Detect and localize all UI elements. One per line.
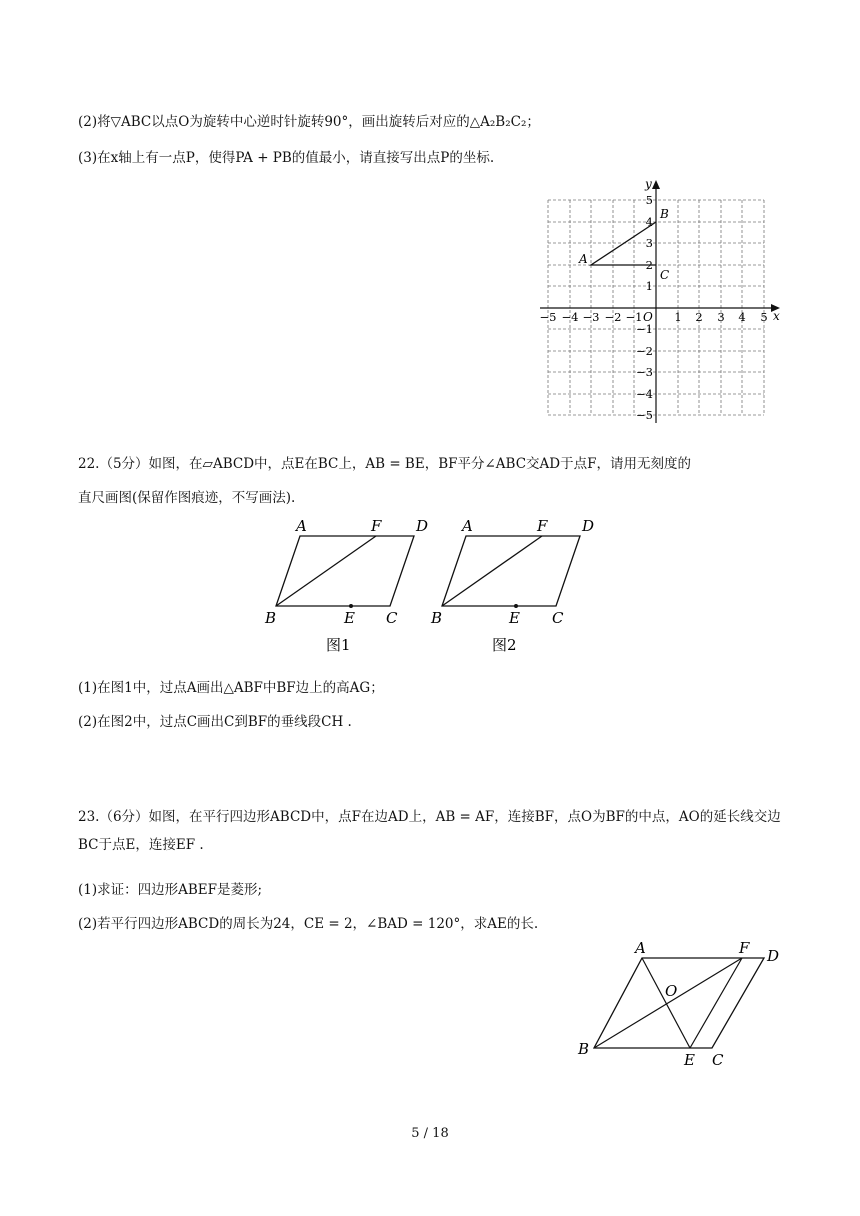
x-tick-label: 3 [717,310,725,324]
point-c-label: C [660,268,670,282]
q22-text-line1: 22.（5分）如图，在▱ABCD中，点E在BC上，AB = BE，BF平分∠ABC交AD于点F，请用无刻度的 [78,456,691,472]
origin-label: O [643,310,653,324]
segment-bf [442,536,542,606]
label-c: C [386,609,398,627]
point-e [514,604,518,608]
coordinate-grid-figure [530,175,790,425]
label-a: A [462,517,473,535]
y-tick-label: 2 [645,258,653,272]
segment-ae [642,958,690,1048]
x-tick-label: 5 [760,310,768,324]
y-tick-label: −2 [636,344,653,358]
label-e: E [509,609,520,627]
point-e [349,604,353,608]
q23-part1: (1)求证：四边形ABEF是菱形; [78,882,263,898]
label-e: E [684,1051,695,1069]
label-f: F [739,939,750,957]
y-tick-label: 5 [645,193,653,207]
y-axis-arrow [652,180,660,189]
label-d: D [416,517,429,535]
y-tick-label: 4 [645,215,653,229]
label-b: B [265,609,277,627]
segment-ef [690,958,742,1048]
q23-part2: (2)若平行四边形ABCD的周长为24，CE = 2，∠BAD = 120°，求AE的长. [78,916,539,932]
q22-part2: (2)在图2中，过点C画出C到BF的垂线段CH . [78,714,352,730]
y-tick-label: −1 [636,322,653,336]
label-a: A [635,939,646,957]
label-d: D [767,947,780,965]
y-tick-label: −5 [636,408,653,422]
segment-bf [276,536,376,606]
x-tick-label: 4 [738,310,746,324]
label-c: C [712,1051,724,1069]
x-tick-label: −3 [582,310,600,324]
x-tick-label: 1 [674,310,682,324]
point-b-label: B [660,207,669,221]
y-axis-label: y [645,177,652,191]
parallelogram-abcd [594,958,764,1048]
y-tick-label: −3 [636,365,653,379]
parallelogram-abcd [442,536,580,606]
q23-text: 23.（6分）如图，在平行四边形ABCD中，点F在边AD上，AB = AF，连接BF，点O为BF的中点，AO的延长线交边BC于点E，连接EF . [78,809,781,853]
q22-figure-1 [262,514,432,656]
parallelogram-abcd [276,536,414,606]
label-e: E [344,609,355,627]
q22-part1: (1)在图1中，过点A画出△ABF中BF边上的高AG； [78,680,384,696]
figure-1-caption: 图1 [326,636,351,654]
q23-figure [572,938,790,1070]
point-a-label: A [579,252,588,266]
figure-2-caption: 图2 [492,636,517,654]
q21-part2: (2)将▽ABC以点O为旋转中心逆时针旋转90°，画出旋转后对应的△A₂B₂C₂； [78,114,540,130]
y-tick-label: 1 [645,279,653,293]
x-tick-label: 2 [695,310,703,324]
label-a: A [296,517,307,535]
label-c: C [552,609,564,627]
page-number: 5 / 18 [411,1126,449,1141]
q22-text-line2: 直尺画图(保留作图痕迹，不写画法). [78,490,296,506]
x-tick-label: −1 [625,310,643,324]
label-o: O [665,982,678,1000]
x-tick-label: −5 [539,310,557,324]
q22-figure-2 [428,514,598,656]
label-f: F [537,517,548,535]
y-tick-label: 3 [645,236,653,250]
label-f: F [371,517,382,535]
label-d: D [582,517,595,535]
label-b: B [431,609,443,627]
x-tick-label: −2 [604,310,622,324]
label-b: B [578,1040,590,1058]
x-axis-label: x [773,309,780,323]
q21-part3: (3)在x轴上有一点P，使得PA + PB的值最小，请直接写出点P的坐标. [78,150,495,166]
y-tick-label: −4 [636,387,653,401]
x-tick-label: −4 [561,310,579,324]
